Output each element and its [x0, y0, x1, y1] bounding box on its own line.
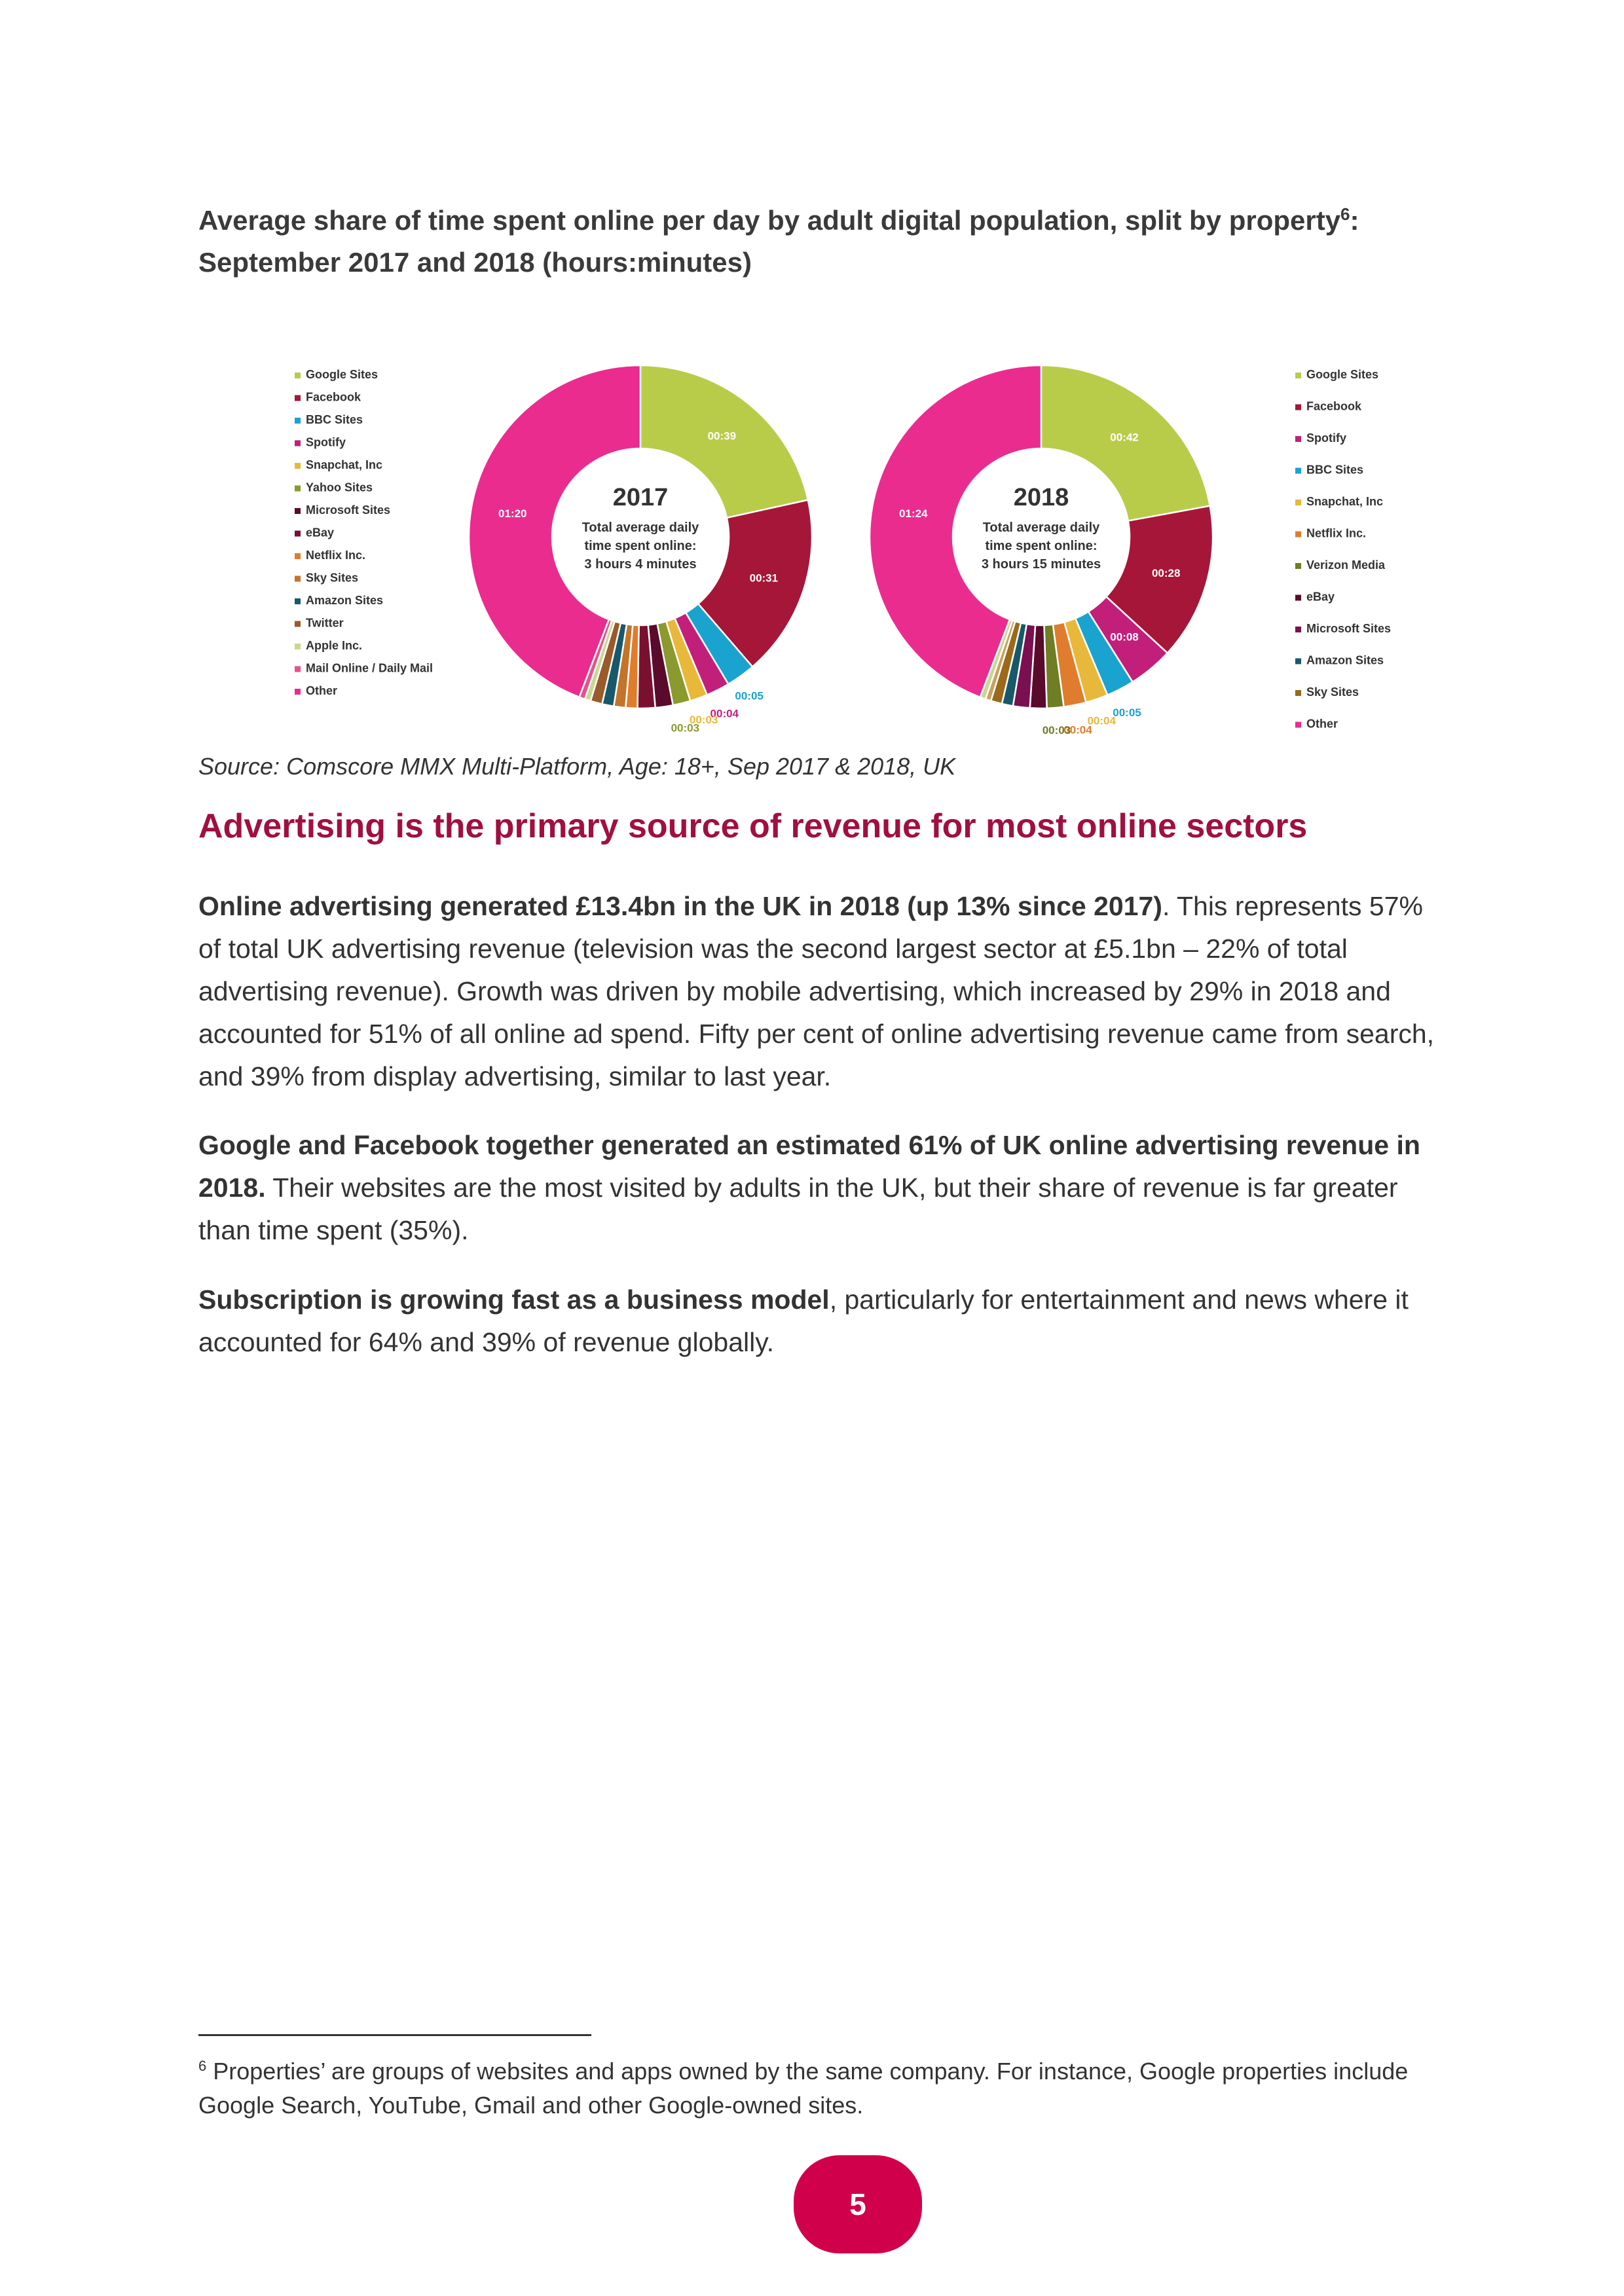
center-caption: Total average daily: [982, 520, 1100, 535]
legend-swatch: [295, 463, 301, 469]
slice-label-2018-spotify: 00:08: [1110, 630, 1139, 644]
slice-label-2017-bbc-sites: 00:05: [735, 689, 764, 702]
footnote: [198, 2049, 1436, 2123]
legend-label: eBay: [306, 526, 335, 539]
footnote-text: Properties’ are groups of websites and apps owned by the same company. For instance, Google properties include Google Search, YouTube, Gmail and other Google-owned sites.: [198, 2058, 1409, 2119]
donut-charts: [0, 340, 1624, 746]
legend-label: Other: [306, 684, 338, 697]
legend-label: Sky Sites: [1306, 685, 1359, 699]
legend-label: Facebook: [1306, 399, 1362, 413]
legend-swatch: [295, 621, 301, 627]
legend-label: Amazon Sites: [1306, 653, 1384, 667]
legend-label: Microsoft Sites: [1306, 622, 1392, 635]
slice-label-2018-facebook: 00:28: [1151, 567, 1181, 580]
legend-swatch: [295, 531, 301, 537]
legend-swatch: [295, 508, 301, 514]
legend-label: Microsoft Sites: [306, 503, 391, 517]
legend-swatch: [1295, 500, 1301, 505]
legend-label: Amazon Sites: [306, 594, 384, 607]
slice-label-2017-spotify: 00:04: [710, 707, 739, 720]
legend-label: Spotify: [306, 435, 346, 449]
center-caption: Total average daily: [581, 520, 699, 535]
slice-label-2017-other: 01:20: [498, 507, 527, 520]
paragraph-lead: Google and Facebook together generated an estimated 61% of UK online advertising revenue in 2018.: [198, 1130, 1420, 1203]
legend-swatch: [295, 418, 301, 424]
legend-label: BBC Sites: [1306, 463, 1364, 477]
legend-swatch: [295, 644, 301, 649]
paragraph-body: Their websites are the most visited by adults in the UK, but their share of revenue is far greater than time spent (35%).: [198, 1173, 1398, 1245]
center-year: 2017: [612, 484, 669, 511]
legend-swatch: [295, 373, 301, 378]
footnote-marker: 6: [198, 2058, 207, 2074]
legend-swatch: [295, 486, 301, 492]
paragraph-body: . This represents 57% of total UK advertising revenue (television was the second largest sector at £5.1bn – 22% of total advertising revenue). Growth was driven by mobile advertising, which increased by 29% in 2018 and accounted for 51% of all online ad spend. Fifty per cent of online advertising revenue came from search, and 39% from display advertising, similar to last year.: [198, 891, 1435, 1091]
slice-label-2018-verizon-media: 00:03: [1042, 724, 1071, 737]
section-heading: Advertising is the primary source of revenue for most online sectors: [198, 807, 1308, 845]
figure-source: Source: Comscore MMX Multi-Platform, Age: 18+, Sep 2017 & 2018, UK: [198, 753, 956, 780]
legend-swatch: [295, 689, 301, 695]
legend-label: Twitter: [306, 616, 344, 630]
legend-swatch: [1295, 595, 1301, 601]
figure-title: [198, 193, 1443, 283]
legend-label: Snapchat, Inc: [1306, 495, 1384, 508]
legend-label: Netflix Inc.: [306, 549, 366, 562]
legend-label: Spotify: [1306, 431, 1346, 445]
legend-swatch: [1295, 722, 1301, 728]
center-caption: time spent online:: [985, 539, 1098, 553]
figure-title-line1: Average share of time spent online per day by adult digital population, split by property: [198, 205, 1341, 236]
legend-swatch: [1295, 627, 1301, 632]
center-caption: time spent online:: [584, 539, 697, 553]
paragraph-lead: Online advertising generated £13.4bn in the UK in 2018 (up 13% since 2017): [198, 891, 1162, 921]
legend-label: eBay: [1306, 590, 1335, 604]
legend-swatch: [295, 576, 301, 582]
legend-swatch: [1295, 563, 1301, 569]
paragraph-google-facebook: [198, 1124, 1436, 1252]
footnote-ref[interactable]: 6: [1340, 204, 1350, 224]
slice-label-2017-google-sites: 00:39: [707, 429, 737, 443]
paragraph-subscription: [198, 1279, 1436, 1364]
legend-swatch: [295, 553, 301, 559]
paragraph-lead: Subscription is growing fast as a business model: [198, 1285, 830, 1315]
legend-label: Snapchat, Inc: [306, 458, 383, 471]
slice-label-2017-facebook: 00:31: [749, 572, 779, 585]
footnote-divider: [198, 2034, 591, 2036]
slice-label-2018-google-sites: 00:42: [1110, 431, 1139, 444]
slice-label-2018-snapchat-inc: 00:04: [1087, 714, 1116, 727]
legend-swatch: [295, 666, 301, 672]
legend-swatch: [295, 441, 301, 446]
legend-swatch: [1295, 532, 1301, 538]
legend-swatch: [1295, 468, 1301, 474]
legend-label: Google Sites: [1306, 368, 1379, 381]
slice-label-2017-snapchat-inc: 00:03: [689, 714, 718, 727]
center-caption: 3 hours 15 minutes: [981, 557, 1101, 572]
slice-label-2018-bbc-sites: 00:05: [1113, 706, 1141, 719]
legend-label: Netflix Inc.: [1306, 526, 1367, 540]
legend-swatch: [1295, 659, 1301, 665]
legend-label: Apple Inc.: [306, 639, 363, 652]
legend-label: Facebook: [306, 390, 361, 404]
paragraph-online-advertising: [198, 885, 1436, 1098]
center-year: 2018: [1013, 484, 1069, 511]
legend-swatch: [295, 395, 301, 401]
legend-swatch: [1295, 436, 1301, 442]
page-number: 5: [794, 2155, 922, 2253]
paragraph-body: , particularly for entertainment and news where it accounted for 64% and 39% of revenue globally.: [198, 1285, 1409, 1357]
legend-swatch: [1295, 690, 1301, 696]
legend-label: Verizon Media: [1306, 558, 1386, 572]
legend-label: Sky Sites: [306, 571, 359, 585]
legend-swatch: [1295, 373, 1301, 378]
legend-label: Google Sites: [306, 368, 378, 381]
legend-label: Yahoo Sites: [306, 481, 373, 494]
figure-title-colon: :: [1350, 205, 1359, 236]
legend-swatch: [1295, 405, 1301, 410]
slice-label-2017-yahoo-sites: 00:03: [671, 721, 700, 735]
center-caption: 3 hours 4 minutes: [584, 557, 697, 572]
legend-label: Mail Online / Daily Mail: [306, 661, 434, 675]
slice-label-2018-other: 01:24: [899, 507, 928, 520]
slice-label-2018-netflix-inc-: 00:04: [1063, 723, 1092, 737]
legend-label: Other: [1306, 717, 1338, 731]
figure-title-line2: September 2017 and 2018 (hours:minutes): [198, 247, 752, 278]
legend-swatch: [295, 598, 301, 604]
legend-label: BBC Sites: [306, 413, 363, 426]
